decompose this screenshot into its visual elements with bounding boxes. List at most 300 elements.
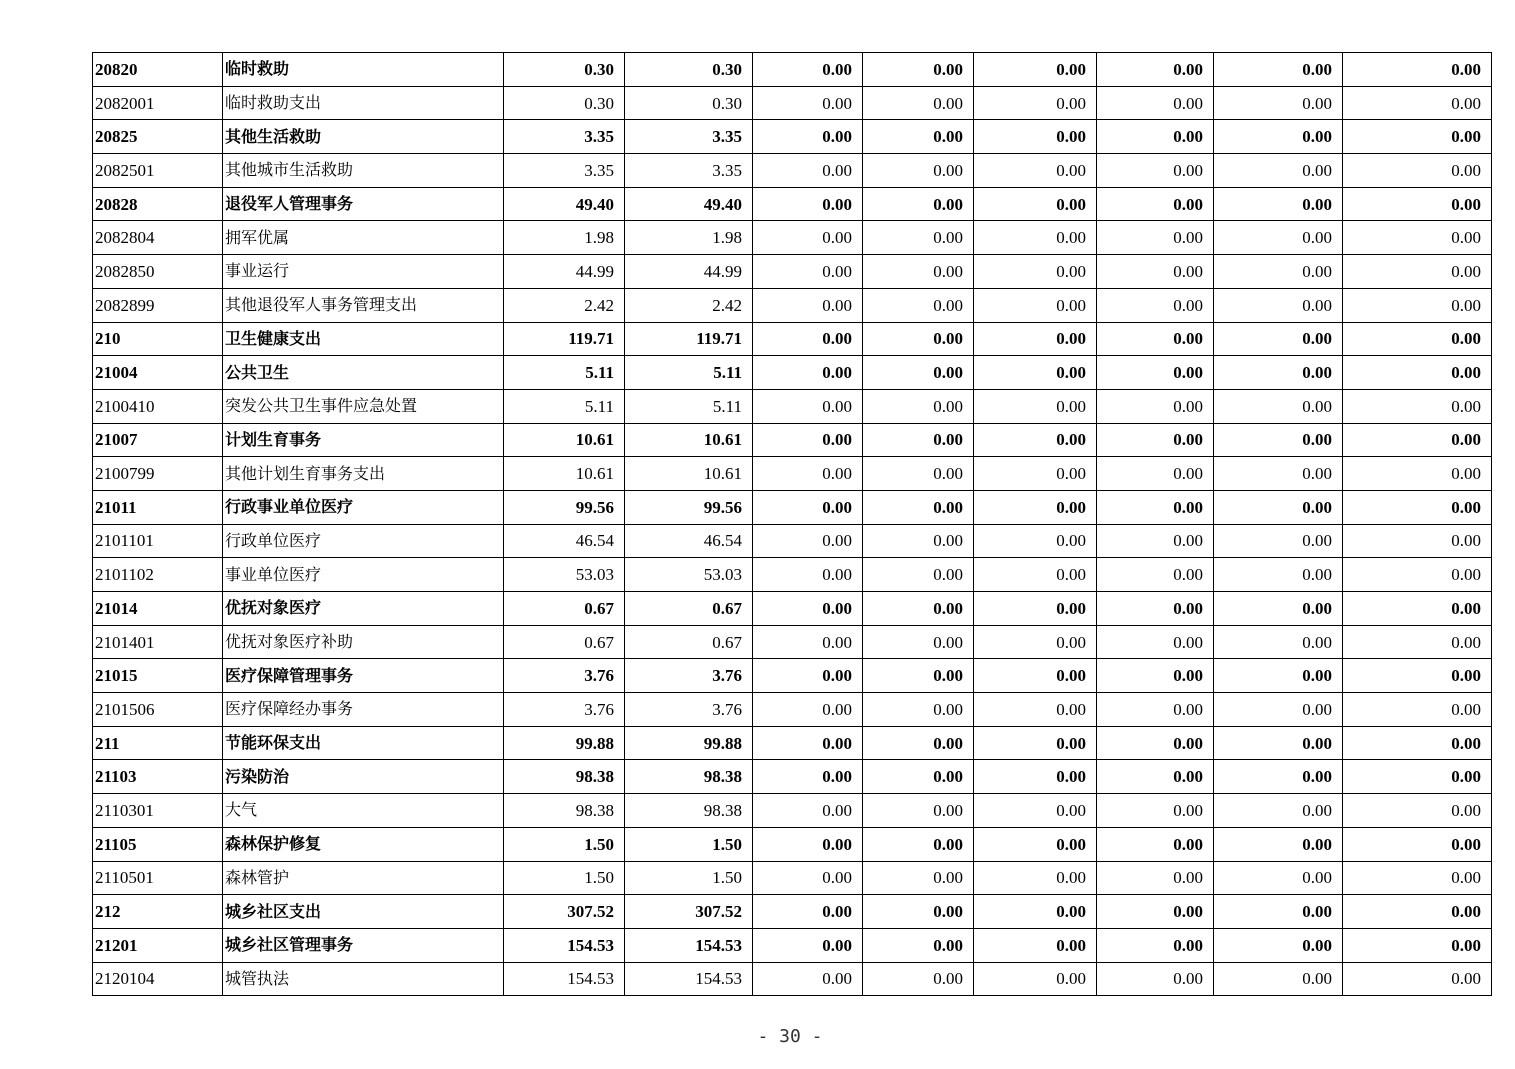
- amount-cell: 0.00: [863, 187, 974, 221]
- amount-cell: 0.30: [504, 86, 625, 120]
- subject-code-cell: 2082899: [93, 288, 223, 322]
- amount-cell: 0.00: [753, 760, 863, 794]
- amount-cell: 0.00: [1214, 659, 1343, 693]
- subject-name-cell: 医疗保障管理事务: [223, 659, 504, 693]
- amount-cell: 0.00: [1343, 861, 1492, 895]
- amount-cell: 0.00: [1097, 154, 1214, 188]
- amount-cell: 10.61: [504, 423, 625, 457]
- subject-name-cell: 城乡社区管理事务: [223, 928, 504, 962]
- amount-cell: 0.00: [863, 389, 974, 423]
- table-row: [93, 861, 1492, 895]
- amount-cell: 0.00: [863, 356, 974, 390]
- subject-name-cell: 公共卫生: [223, 356, 504, 390]
- amount-cell: 0.00: [1097, 861, 1214, 895]
- amount-cell: 99.56: [625, 490, 753, 524]
- amount-cell: 3.76: [504, 693, 625, 727]
- amount-cell: 0.00: [753, 255, 863, 289]
- amount-cell: 0.00: [1214, 423, 1343, 457]
- amount-cell: 0.00: [863, 861, 974, 895]
- subject-name-cell: 森林管护: [223, 861, 504, 895]
- amount-cell: 44.99: [625, 255, 753, 289]
- amount-cell: 0.00: [1097, 693, 1214, 727]
- subject-code-cell: 2101101: [93, 524, 223, 558]
- subject-name-cell: 优抚对象医疗补助: [223, 625, 504, 659]
- subject-code-cell: 2100799: [93, 457, 223, 491]
- amount-cell: 0.00: [753, 154, 863, 188]
- page-number: - 30 -: [757, 1026, 823, 1047]
- amount-cell: 5.11: [625, 389, 753, 423]
- amount-cell: 3.35: [625, 120, 753, 154]
- amount-cell: 0.00: [1343, 389, 1492, 423]
- amount-cell: 0.00: [1214, 255, 1343, 289]
- table-row: [93, 389, 1492, 423]
- amount-cell: 0.00: [974, 322, 1097, 356]
- amount-cell: 49.40: [504, 187, 625, 221]
- amount-cell: 0.00: [1343, 524, 1492, 558]
- amount-cell: 10.61: [625, 423, 753, 457]
- amount-cell: 0.00: [1214, 457, 1343, 491]
- amount-cell: 0.00: [1097, 187, 1214, 221]
- amount-cell: 0.00: [1214, 322, 1343, 356]
- amount-cell: 0.00: [863, 120, 974, 154]
- amount-cell: 0.00: [1214, 794, 1343, 828]
- subject-code-cell: 21004: [93, 356, 223, 390]
- amount-cell: 0.00: [1343, 356, 1492, 390]
- amount-cell: 0.00: [753, 558, 863, 592]
- amount-cell: 0.00: [863, 53, 974, 87]
- amount-cell: 0.30: [625, 86, 753, 120]
- amount-cell: 0.00: [753, 726, 863, 760]
- amount-cell: 0.00: [1343, 53, 1492, 87]
- subject-name-cell: 森林保护修复: [223, 827, 504, 861]
- table-row: [93, 221, 1492, 255]
- table-row: [93, 322, 1492, 356]
- amount-cell: 0.00: [863, 524, 974, 558]
- amount-cell: 5.11: [625, 356, 753, 390]
- amount-cell: 0.00: [1343, 423, 1492, 457]
- amount-cell: 0.00: [974, 457, 1097, 491]
- amount-cell: 3.76: [625, 693, 753, 727]
- amount-cell: 0.00: [1343, 86, 1492, 120]
- amount-cell: 0.30: [625, 53, 753, 87]
- table-row: [93, 154, 1492, 188]
- amount-cell: 0.00: [863, 794, 974, 828]
- amount-cell: 0.00: [1214, 86, 1343, 120]
- subject-code-cell: 2100410: [93, 389, 223, 423]
- subject-name-cell: 城管执法: [223, 962, 504, 996]
- subject-code-cell: 2082001: [93, 86, 223, 120]
- subject-code-cell: 20828: [93, 187, 223, 221]
- amount-cell: 99.88: [504, 726, 625, 760]
- amount-cell: 0.00: [974, 558, 1097, 592]
- amount-cell: 1.98: [504, 221, 625, 255]
- amount-cell: 0.00: [1343, 794, 1492, 828]
- table-row: [93, 659, 1492, 693]
- subject-code-cell: 2101102: [93, 558, 223, 592]
- amount-cell: 0.00: [1343, 827, 1492, 861]
- subject-name-cell: 节能环保支出: [223, 726, 504, 760]
- table-row: [93, 726, 1492, 760]
- amount-cell: 0.00: [753, 322, 863, 356]
- amount-cell: 10.61: [504, 457, 625, 491]
- amount-cell: 0.00: [974, 928, 1097, 962]
- amount-cell: 0.00: [1343, 255, 1492, 289]
- amount-cell: 154.53: [625, 962, 753, 996]
- subject-code-cell: 2110301: [93, 794, 223, 828]
- amount-cell: 0.00: [1097, 53, 1214, 87]
- amount-cell: 0.00: [974, 592, 1097, 626]
- subject-code-cell: 20820: [93, 53, 223, 87]
- amount-cell: 1.50: [625, 861, 753, 895]
- subject-code-cell: 21105: [93, 827, 223, 861]
- amount-cell: 5.11: [504, 356, 625, 390]
- table-row: [93, 356, 1492, 390]
- amount-cell: 0.00: [1097, 389, 1214, 423]
- amount-cell: 0.00: [863, 457, 974, 491]
- amount-cell: 154.53: [625, 928, 753, 962]
- subject-code-cell: 2110501: [93, 861, 223, 895]
- amount-cell: 0.00: [974, 962, 1097, 996]
- amount-cell: 0.00: [1214, 625, 1343, 659]
- amount-cell: 0.00: [1214, 389, 1343, 423]
- amount-cell: 3.35: [625, 154, 753, 188]
- amount-cell: 0.00: [974, 255, 1097, 289]
- amount-cell: 0.00: [1343, 187, 1492, 221]
- amount-cell: 0.00: [1214, 187, 1343, 221]
- amount-cell: 0.00: [974, 726, 1097, 760]
- amount-cell: 0.00: [1343, 288, 1492, 322]
- amount-cell: 0.00: [974, 53, 1097, 87]
- table-body: [93, 53, 1492, 996]
- table-row: [93, 255, 1492, 289]
- amount-cell: 0.00: [753, 861, 863, 895]
- subject-name-cell: 大气: [223, 794, 504, 828]
- subject-name-cell: 卫生健康支出: [223, 322, 504, 356]
- subject-name-cell: 优抚对象医疗: [223, 592, 504, 626]
- subject-code-cell: 2082850: [93, 255, 223, 289]
- amount-cell: 0.00: [863, 221, 974, 255]
- subject-name-cell: 其他计划生育事务支出: [223, 457, 504, 491]
- amount-cell: 99.56: [504, 490, 625, 524]
- amount-cell: 0.00: [1343, 693, 1492, 727]
- amount-cell: 0.00: [753, 524, 863, 558]
- table-row: [93, 187, 1492, 221]
- amount-cell: 0.00: [974, 827, 1097, 861]
- amount-cell: 0.00: [1214, 726, 1343, 760]
- amount-cell: 0.00: [974, 423, 1097, 457]
- amount-cell: 0.00: [1097, 625, 1214, 659]
- subject-code-cell: 21103: [93, 760, 223, 794]
- amount-cell: 0.00: [863, 693, 974, 727]
- amount-cell: 0.00: [753, 962, 863, 996]
- subject-code-cell: 21014: [93, 592, 223, 626]
- subject-name-cell: 突发公共卫生事件应急处置: [223, 389, 504, 423]
- amount-cell: 0.00: [1097, 592, 1214, 626]
- subject-name-cell: 事业单位医疗: [223, 558, 504, 592]
- table-row: [93, 288, 1492, 322]
- amount-cell: 44.99: [504, 255, 625, 289]
- amount-cell: 0.00: [1343, 895, 1492, 929]
- subject-code-cell: 210: [93, 322, 223, 356]
- amount-cell: 0.00: [1343, 154, 1492, 188]
- amount-cell: 1.50: [504, 861, 625, 895]
- amount-cell: 0.00: [1097, 524, 1214, 558]
- subject-code-cell: 2082501: [93, 154, 223, 188]
- amount-cell: 0.00: [974, 389, 1097, 423]
- subject-name-cell: 其他退役军人事务管理支出: [223, 288, 504, 322]
- amount-cell: 0.00: [1343, 322, 1492, 356]
- subject-code-cell: 2082804: [93, 221, 223, 255]
- amount-cell: 0.00: [753, 592, 863, 626]
- amount-cell: 0.00: [1097, 558, 1214, 592]
- amount-cell: 0.00: [974, 120, 1097, 154]
- amount-cell: 0.00: [1097, 794, 1214, 828]
- amount-cell: 0.00: [1343, 558, 1492, 592]
- amount-cell: 0.00: [753, 120, 863, 154]
- amount-cell: 0.00: [753, 86, 863, 120]
- amount-cell: 0.00: [1214, 558, 1343, 592]
- table-row: [93, 457, 1492, 491]
- amount-cell: 0.00: [1214, 592, 1343, 626]
- amount-cell: 0.00: [1097, 659, 1214, 693]
- subject-code-cell: 20825: [93, 120, 223, 154]
- amount-cell: 0.00: [863, 558, 974, 592]
- amount-cell: 98.38: [504, 760, 625, 794]
- amount-cell: 1.98: [625, 221, 753, 255]
- amount-cell: 0.00: [753, 53, 863, 87]
- amount-cell: 0.00: [863, 928, 974, 962]
- subject-name-cell: 其他城市生活救助: [223, 154, 504, 188]
- amount-cell: 0.00: [753, 423, 863, 457]
- table-row: [93, 490, 1492, 524]
- budget-table: [92, 52, 1492, 996]
- amount-cell: 0.00: [753, 490, 863, 524]
- amount-cell: 46.54: [625, 524, 753, 558]
- amount-cell: 0.00: [1097, 457, 1214, 491]
- subject-code-cell: 21007: [93, 423, 223, 457]
- table-row: [93, 760, 1492, 794]
- amount-cell: 307.52: [625, 895, 753, 929]
- amount-cell: 0.00: [863, 659, 974, 693]
- amount-cell: 0.00: [1097, 962, 1214, 996]
- amount-cell: 0.00: [1214, 490, 1343, 524]
- amount-cell: 10.61: [625, 457, 753, 491]
- amount-cell: 0.00: [863, 86, 974, 120]
- amount-cell: 0.00: [753, 895, 863, 929]
- amount-cell: 0.00: [863, 288, 974, 322]
- amount-cell: 0.00: [1214, 895, 1343, 929]
- amount-cell: 0.00: [1214, 154, 1343, 188]
- subject-code-cell: 21015: [93, 659, 223, 693]
- subject-name-cell: 事业运行: [223, 255, 504, 289]
- amount-cell: 0.00: [1343, 120, 1492, 154]
- table-row: [93, 895, 1492, 929]
- amount-cell: 0.00: [863, 255, 974, 289]
- amount-cell: 0.00: [1343, 726, 1492, 760]
- amount-cell: 0.00: [1214, 120, 1343, 154]
- subject-name-cell: 临时救助: [223, 53, 504, 87]
- subject-code-cell: 212: [93, 895, 223, 929]
- amount-cell: 0.00: [753, 356, 863, 390]
- amount-cell: 0.00: [1097, 760, 1214, 794]
- amount-cell: 0.00: [1343, 592, 1492, 626]
- amount-cell: 53.03: [625, 558, 753, 592]
- subject-name-cell: 城乡社区支出: [223, 895, 504, 929]
- amount-cell: 0.00: [1097, 895, 1214, 929]
- amount-cell: 0.00: [974, 86, 1097, 120]
- subject-code-cell: 211: [93, 726, 223, 760]
- amount-cell: 0.00: [1214, 928, 1343, 962]
- amount-cell: 0.00: [974, 861, 1097, 895]
- amount-cell: 0.00: [974, 187, 1097, 221]
- table-row: [93, 524, 1492, 558]
- amount-cell: 0.00: [1214, 221, 1343, 255]
- amount-cell: 0.00: [1097, 356, 1214, 390]
- amount-cell: 0.00: [1214, 53, 1343, 87]
- amount-cell: 0.00: [753, 187, 863, 221]
- subject-name-cell: 退役军人管理事务: [223, 187, 504, 221]
- amount-cell: 0.00: [1343, 928, 1492, 962]
- table-row: [93, 794, 1492, 828]
- subject-name-cell: 临时救助支出: [223, 86, 504, 120]
- amount-cell: 0.00: [1343, 490, 1492, 524]
- amount-cell: 0.00: [974, 760, 1097, 794]
- amount-cell: 5.11: [504, 389, 625, 423]
- amount-cell: 0.00: [753, 457, 863, 491]
- amount-cell: 0.00: [753, 794, 863, 828]
- amount-cell: 0.00: [863, 592, 974, 626]
- subject-name-cell: 计划生育事务: [223, 423, 504, 457]
- table-row: [93, 592, 1492, 626]
- amount-cell: 0.00: [863, 726, 974, 760]
- amount-cell: 0.00: [1343, 221, 1492, 255]
- amount-cell: 0.00: [1343, 962, 1492, 996]
- amount-cell: 0.00: [863, 490, 974, 524]
- table-row: [93, 928, 1492, 962]
- amount-cell: 154.53: [504, 962, 625, 996]
- amount-cell: 0.00: [863, 423, 974, 457]
- amount-cell: 0.00: [1097, 928, 1214, 962]
- subject-code-cell: 21011: [93, 490, 223, 524]
- amount-cell: 53.03: [504, 558, 625, 592]
- amount-cell: 0.00: [1214, 356, 1343, 390]
- amount-cell: 119.71: [625, 322, 753, 356]
- amount-cell: 2.42: [504, 288, 625, 322]
- amount-cell: 0.00: [974, 625, 1097, 659]
- amount-cell: 0.00: [753, 693, 863, 727]
- amount-cell: 0.67: [504, 592, 625, 626]
- amount-cell: 0.00: [1214, 962, 1343, 996]
- amount-cell: 0.00: [974, 490, 1097, 524]
- subject-code-cell: 2120104: [93, 962, 223, 996]
- amount-cell: 0.00: [974, 524, 1097, 558]
- amount-cell: 0.00: [974, 794, 1097, 828]
- amount-cell: 0.67: [625, 592, 753, 626]
- table-row: [93, 86, 1492, 120]
- amount-cell: 0.00: [974, 288, 1097, 322]
- table-row: [93, 558, 1492, 592]
- amount-cell: 1.50: [504, 827, 625, 861]
- amount-cell: 0.00: [863, 962, 974, 996]
- amount-cell: 0.00: [1097, 288, 1214, 322]
- amount-cell: 0.00: [753, 288, 863, 322]
- amount-cell: 0.00: [753, 389, 863, 423]
- amount-cell: 3.76: [625, 659, 753, 693]
- amount-cell: 0.00: [1343, 659, 1492, 693]
- amount-cell: 0.00: [974, 356, 1097, 390]
- amount-cell: 0.67: [504, 625, 625, 659]
- table-row: [93, 423, 1492, 457]
- amount-cell: 0.00: [753, 625, 863, 659]
- amount-cell: 0.00: [1214, 693, 1343, 727]
- amount-cell: 0.00: [1097, 221, 1214, 255]
- amount-cell: 0.00: [1343, 760, 1492, 794]
- amount-cell: 99.88: [625, 726, 753, 760]
- amount-cell: 0.00: [753, 221, 863, 255]
- table-row: [93, 827, 1492, 861]
- amount-cell: 0.00: [1097, 120, 1214, 154]
- subject-name-cell: 其他生活救助: [223, 120, 504, 154]
- amount-cell: 0.00: [974, 693, 1097, 727]
- amount-cell: 0.00: [863, 154, 974, 188]
- amount-cell: 0.00: [1097, 827, 1214, 861]
- amount-cell: 154.53: [504, 928, 625, 962]
- amount-cell: 46.54: [504, 524, 625, 558]
- amount-cell: 0.00: [1343, 625, 1492, 659]
- amount-cell: 0.00: [863, 625, 974, 659]
- subject-name-cell: 医疗保障经办事务: [223, 693, 504, 727]
- amount-cell: 0.00: [1097, 86, 1214, 120]
- table-row: [93, 53, 1492, 87]
- amount-cell: 0.00: [1097, 255, 1214, 289]
- amount-cell: 49.40: [625, 187, 753, 221]
- subject-name-cell: 污染防治: [223, 760, 504, 794]
- amount-cell: 0.00: [753, 827, 863, 861]
- subject-code-cell: 2101506: [93, 693, 223, 727]
- amount-cell: 307.52: [504, 895, 625, 929]
- amount-cell: 0.00: [1097, 322, 1214, 356]
- amount-cell: 98.38: [504, 794, 625, 828]
- amount-cell: 0.00: [1097, 490, 1214, 524]
- table-row: [93, 625, 1492, 659]
- subject-code-cell: 2101401: [93, 625, 223, 659]
- amount-cell: 0.00: [863, 760, 974, 794]
- amount-cell: 3.35: [504, 154, 625, 188]
- amount-cell: 0.00: [974, 154, 1097, 188]
- amount-cell: 0.00: [863, 322, 974, 356]
- amount-cell: 119.71: [504, 322, 625, 356]
- table-row: [93, 962, 1492, 996]
- amount-cell: 0.67: [625, 625, 753, 659]
- amount-cell: 2.42: [625, 288, 753, 322]
- table-row: [93, 693, 1492, 727]
- amount-cell: 0.00: [863, 827, 974, 861]
- amount-cell: 0.00: [974, 659, 1097, 693]
- amount-cell: 0.00: [753, 659, 863, 693]
- amount-cell: 0.00: [1097, 423, 1214, 457]
- amount-cell: 0.00: [974, 221, 1097, 255]
- amount-cell: 0.00: [1343, 457, 1492, 491]
- amount-cell: 0.00: [863, 895, 974, 929]
- amount-cell: 3.76: [504, 659, 625, 693]
- amount-cell: 0.00: [1214, 288, 1343, 322]
- amount-cell: 0.00: [1214, 861, 1343, 895]
- subject-name-cell: 行政单位医疗: [223, 524, 504, 558]
- amount-cell: 98.38: [625, 760, 753, 794]
- amount-cell: 0.00: [753, 928, 863, 962]
- amount-cell: 98.38: [625, 794, 753, 828]
- amount-cell: 0.00: [1214, 760, 1343, 794]
